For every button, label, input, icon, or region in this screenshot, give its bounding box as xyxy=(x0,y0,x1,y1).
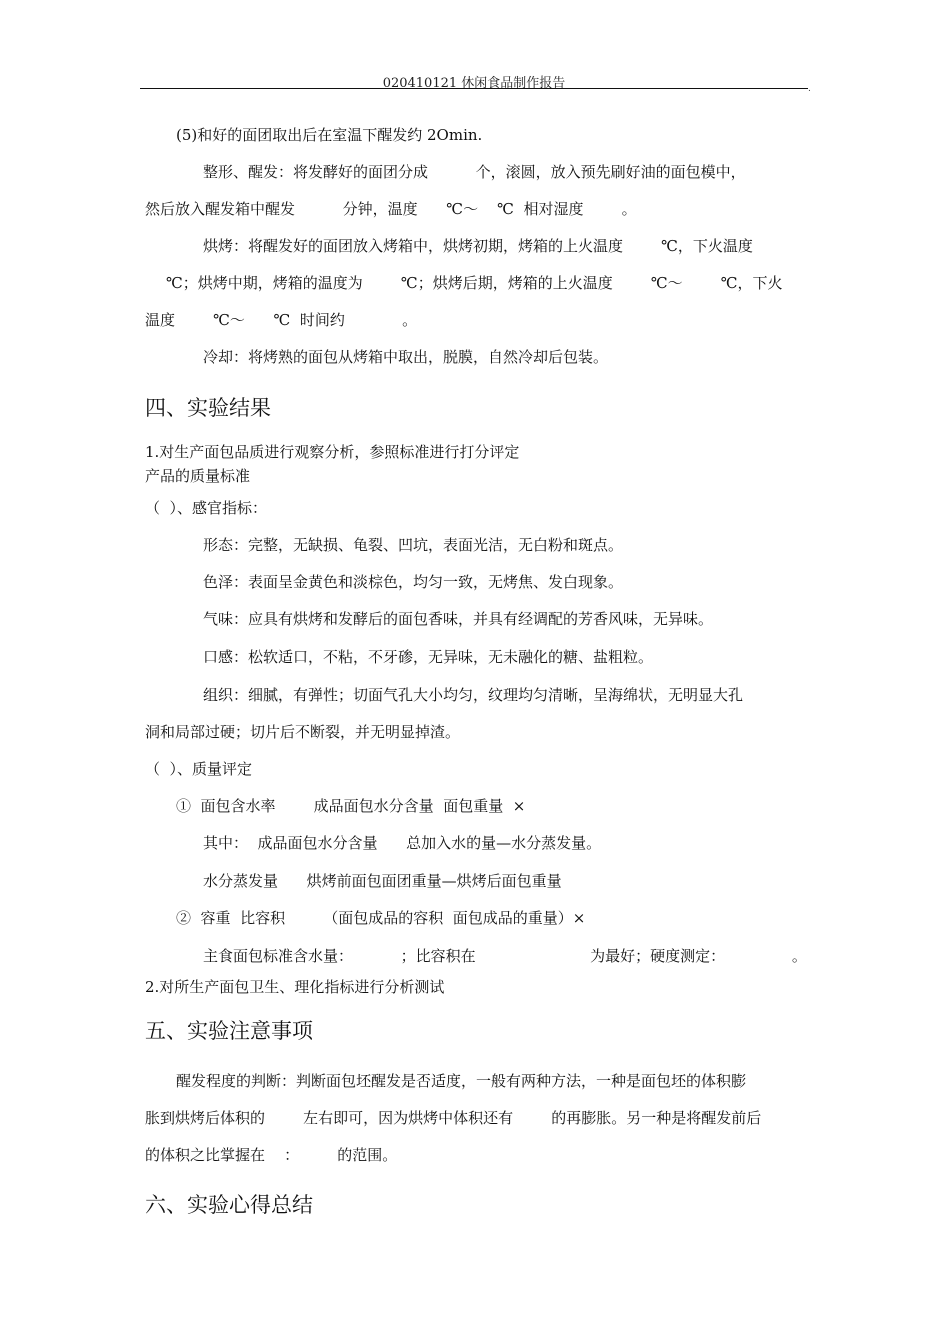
quality-standard-label: 产品的质量标准 xyxy=(145,467,251,485)
sensory-title: （ ）、感官指标： xyxy=(145,499,268,517)
header-rule xyxy=(140,88,808,89)
shaping-line-1: 整形、醒发：将发酵好的面团分成 个，滚圆，放入预先刷好油的面包模中， xyxy=(203,163,746,181)
evaporation-formula: 水分蒸发量 烘烤前面包面团重量—烘烤后面包重量 xyxy=(203,872,562,890)
standard-values: 主食面包标准含水量： ；比容积在 为最好；硬度测定： 。 xyxy=(203,947,807,965)
step-5-text: (5)和好的面团取出后在室温下醒发约 2Omin. xyxy=(176,126,483,144)
moisture-detail: 其中： 成品面包水分含量 总加入水的量—水分蒸发量。 xyxy=(203,834,602,852)
quality-eval-title: （ ）、质量评定 xyxy=(145,760,253,778)
notes-line-2: 胀到烘烤后体积的 左右即可，因为烘烤中体积还有 的再膨胀。另一种是将醒发前后 xyxy=(145,1109,762,1127)
volume-formula: ② 容重 比容积 （面包成品的容积 面包成品的重量）× xyxy=(176,909,586,927)
result-item-2: 2.对所生产面包卫生、理化指标进行分析测试 xyxy=(145,978,445,996)
sensory-shape: 形态：完整，无缺损、龟裂、凹坑，表面光洁，无白粉和斑点。 xyxy=(203,536,624,554)
page-header: 020410121 休闲食品制作报告 xyxy=(382,76,566,91)
section-4-title: 四、实验结果 xyxy=(145,396,271,420)
shaping-line-2: 然后放入醒发箱中醒发 分钟，温度 ℃～ ℃ 相对湿度 。 xyxy=(145,200,637,218)
sensory-texture-2: 洞和局部过硬；切片后不断裂，并无明显掉渣。 xyxy=(145,723,461,741)
sensory-smell: 气味：应具有烘烤和发酵后的面包香味，并具有经调配的芳香风味，无异味。 xyxy=(203,610,714,628)
moisture-formula: ① 面包含水率 成品面包水分含量 面包重量 × xyxy=(176,797,526,815)
sensory-texture-1: 组织：细腻，有弹性；切面气孔大小均匀，纹理均匀清晰，呈海绵状，无明显大孔 xyxy=(203,686,744,704)
notes-line-3: 的体积之比掌握在 ： 的范围。 xyxy=(145,1146,398,1164)
header-rule-mark: . xyxy=(808,84,811,94)
baking-line-3: 温度 ℃～ ℃ 时间约 。 xyxy=(145,311,418,329)
notes-line-1: 醒发程度的判断：判断面包坯醒发是否适度，一般有两种方法，一种是面包坯的体积膨 xyxy=(176,1072,747,1090)
baking-line-2: ℃；烘烤中期，烤箱的温度为 ℃；烘烤后期，烤箱的上火温度 ℃～ ℃，下火 xyxy=(166,274,783,292)
baking-line-1: 烘烤：将醒发好的面团放入烤箱中，烘烤初期，烤箱的上火温度 ℃，下火温度 xyxy=(203,237,753,255)
sensory-color: 色泽：表面呈金黄色和淡棕色，均匀一致，无烤焦、发白现象。 xyxy=(203,573,624,591)
section-6-title: 六、实验心得总结 xyxy=(145,1193,313,1217)
cooling-text: 冷却：将烤熟的面包从烤箱中取出，脱膜，自然冷却后包装。 xyxy=(203,348,609,366)
section-5-title: 五、实验注意事项 xyxy=(145,1019,313,1043)
sensory-taste: 口感：松软适口，不粘，不牙碜，无异味，无未融化的糖、盐粗粒。 xyxy=(203,648,654,666)
result-item-1: 1.对生产面包品质进行观察分析，参照标准进行打分评定 xyxy=(145,443,520,461)
